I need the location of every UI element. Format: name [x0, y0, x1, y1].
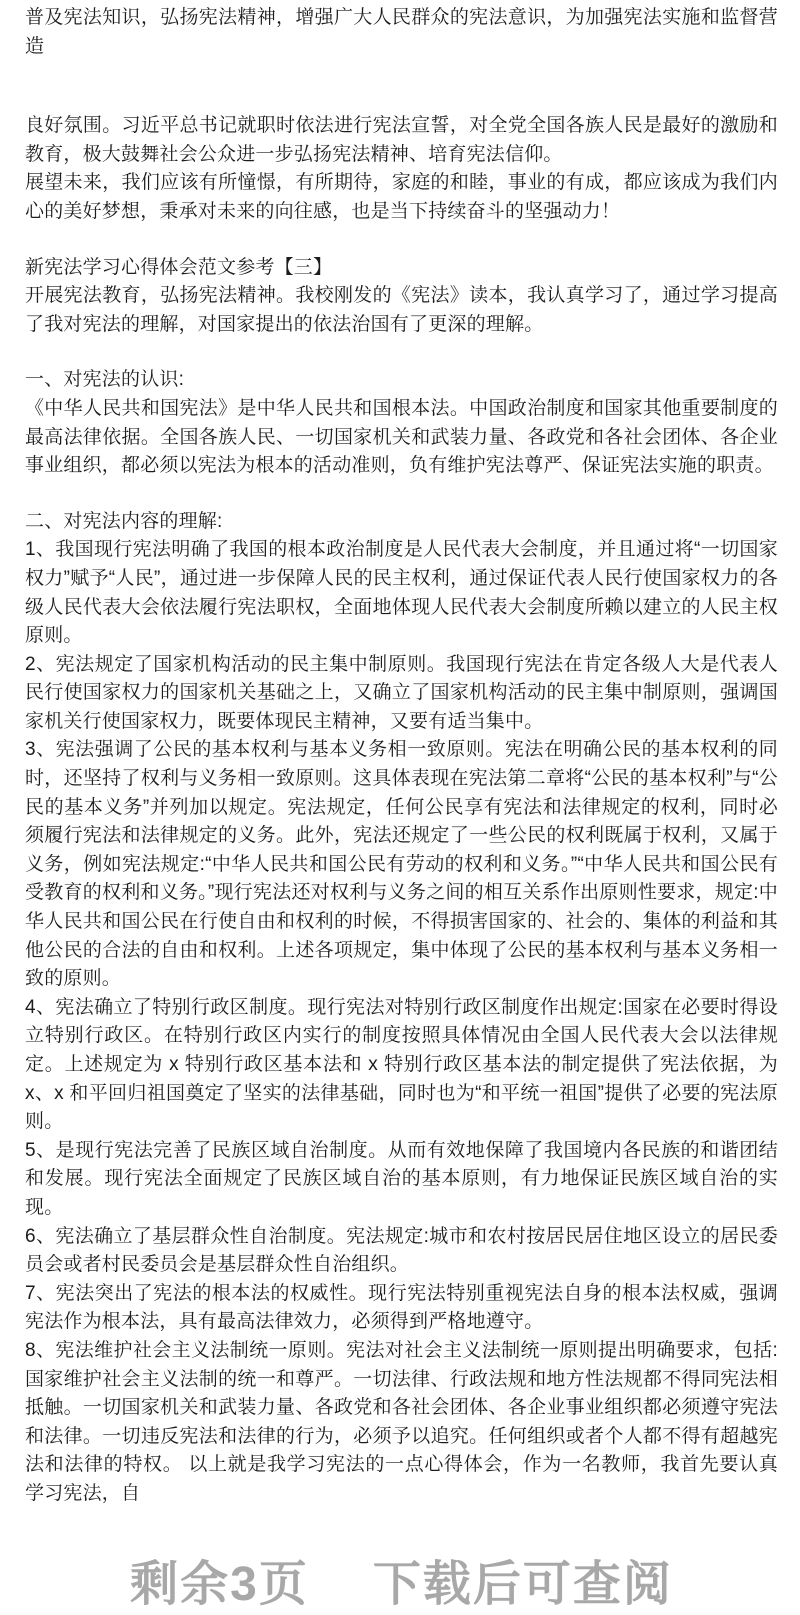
paragraph: 展望未来，我们应该有所憧憬，有所期待，家庭的和睦，事业的有成，都应该成为我们内心的美好梦想，秉承对未来的向往感，也是当下持续奋斗的坚强动力！	[25, 172, 778, 222]
paragraph: 开展宪法教育，弘扬宪法精神。我校刚发的《宪法》读本，我认真学习了，通过学习提高了我对宪法的理解，对国家提出的依法治国有了更深的理解。	[25, 285, 778, 335]
list-item-paragraph-5: 5、是现行宪法完善了民族区域自治制度。从而有效地保障了我国境内各民族的和谐团结和发展。现行宪法全面规定了民族区域自治的基本原则，有力地保证民族区域自治的实现。	[25, 1139, 778, 1218]
list-item-paragraph-6: 6、宪法确立了基层群众性自治制度。宪法规定:城市和农村按居民居住地区设立的居民委员会或者村民委员会是基层群众性自治组织。	[25, 1225, 778, 1276]
list-item-paragraph-4: 4、宪法确立了特别行政区制度。现行宪法对特别行政区制度作出规定:国家在必要时得设立特别行政区。在特别行政区内实行的制度按照具体情况由全国人民代表大会以法律规定。上述规定为 x 特别行政区基本法和 x 特别行政区基本法的制定提供了宪法依据，为 x、x 和平回归祖国奠定了坚实的法律基础，同时也为“和平统一祖国”提供了必要的宪法原则。	[25, 996, 778, 1133]
section-heading-understanding: 一、对宪法的认识:	[25, 369, 185, 391]
list-item-paragraph-2: 2、宪法规定了国家机构活动的民主集中制原则。我国现行宪法在肯定各级人大是代表人民行使国家权力的国家机关基础之上，又确立了国家机构活动的民主集中制原则，强调国家机关行使国家权力，既要体现民主精神，又要有适当集中。	[25, 653, 778, 732]
section-heading-content: 二、对宪法内容的理解:	[25, 510, 223, 532]
remaining-pages-label: 剩余3页	[130, 1557, 309, 1611]
list-item-paragraph-3: 3、宪法强调了公民的基本权利与基本义务相一致原则。宪法在明确公民的基本权利的同时，还坚持了权利与义务相一致原则。这具体表现在宪法第二章将“公民的基本权利”与“公民的基本义务”并列加以规定。宪法规定，任何公民享有宪法和法律规定的权利，同时必须履行宪法和法律规定的义务。此外，宪法还规定了一些公民的权利既属于权利，又属于义务，例如宪法规定:“中华人民共和国公民有劳动的权利和义务。”“中华人民共和国公民有受教育的权利和义务。”现行宪法还对权利与义务之间的相互关系作出原则性要求，规定:中华人民共和国公民在行使自由和权利的时候，不得损害国家的、社会的、集体的利益和其他公民的合法的自由和权利。上述各项规定，集中体现了公民的基本权利与基本义务相一致的原则。	[25, 739, 778, 990]
list-item-paragraph-8: 8、宪法维护社会主义法制统一原则。宪法对社会主义法制统一原则提出明确要求，包括:国家维护社会主义法制的统一和尊严。一切法律、行政法规和地方性法规都不得同宪法相抵触。一切国家机关和武装力量、各政党和各社会团体、各企业事业组织都必须遵守宪法和法律。一切违反宪法和法律的行为，必须予以追究。任何组织或者个人都不得有超越宪法和法律的特权。 以上就是我学习宪法的一点心得体会，作为一名教师，我首先要认真学习宪法，自	[25, 1339, 778, 1504]
paragraph: 《中华人民共和国宪法》是中华人民共和国根本法。中国政治制度和国家其他重要制度的最高法律依据。全国各族人民、一切国家机关和武装力量、各政党和各社会团体、各企业事业组织，都必须以宪法为根本的活动准则，负有维护宪法尊严、保证宪法实施的职责。	[25, 397, 778, 477]
essay-title: 新宪法学习心得体会范文参考【三】	[25, 256, 333, 278]
overflow-continuation-line: 普及宪法知识，弘扬宪法精神，增强广大人民群众的宪法意识，为加强宪法实施和监督营造	[25, 7, 778, 57]
list-item-paragraph-7: 7、宪法突出了宪法的根本法的权威性。现行宪法特别重视宪法自身的根本法权威，强调宪法作为根本法，具有最高法律效力，必须得到严格地遵守。	[25, 1282, 778, 1333]
preview-footer	[25, 1555, 778, 1615]
download-hint-label: 下载后可查阅	[372, 1557, 673, 1611]
list-item-paragraph-1: 1、我国现行宪法明确了我国的根本政治制度是人民代表大会制度，并且通过将“一切国家权力”赋予“人民”，通过进一步保障人民的民主权利，通过保证代表人民行使国家权力的各级人民代表大会依法履行宪法职权，全面地体现人民代表大会制度所赖以建立的人民主权原则。	[25, 539, 778, 647]
paragraph: 良好氛围。习近平总书记就职时依法进行宪法宣誓，对全党全国各族人民是最好的激励和教育，极大鼓舞社会公众进一步弘扬宪法精神、培育宪法信仰。	[25, 115, 778, 165]
